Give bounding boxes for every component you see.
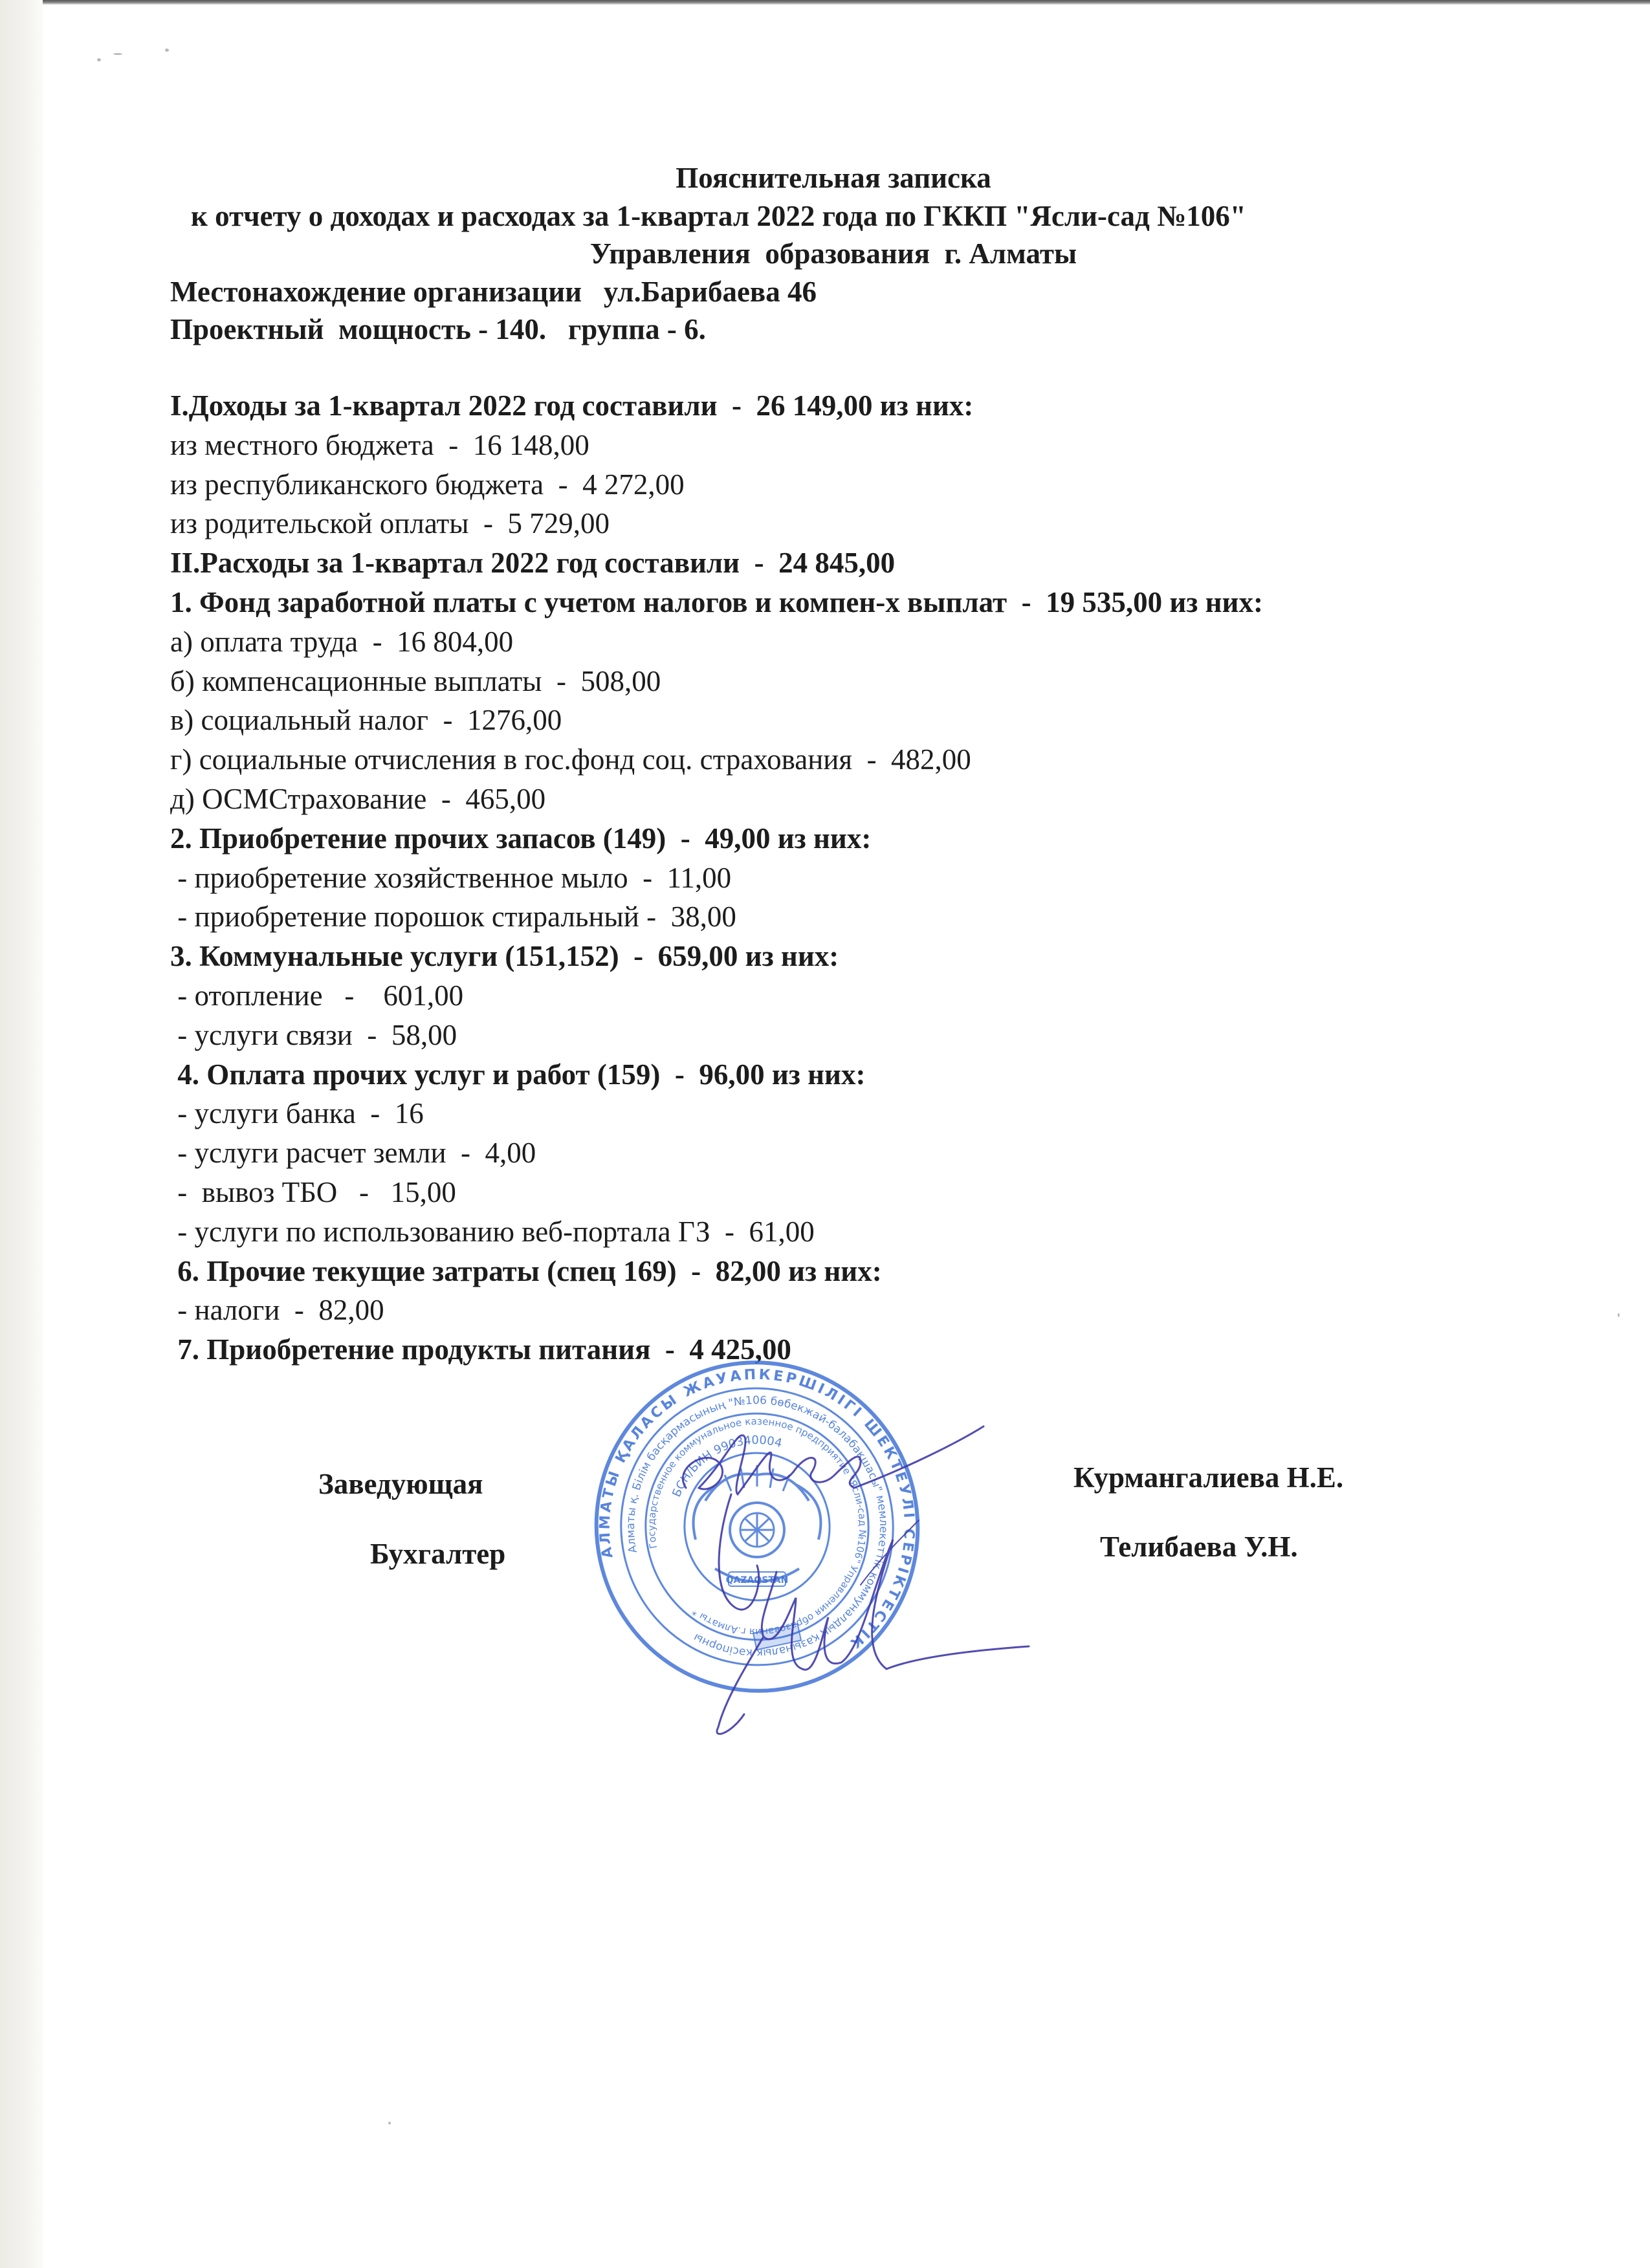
expense-section-title: 7. Приобретение продукты питания - 4 425,00 <box>170 1333 791 1366</box>
scan-speck <box>1618 1313 1620 1317</box>
expense-item: - налоги - 82,00 <box>170 1294 384 1327</box>
scan-speck <box>113 53 122 55</box>
stamp-outer-text: АЛМАТЫ ҚАЛАСЫ ЖАУАПКЕРШІЛІГІ ШЕКТЕУЛІ СЕРІКТЕСТІК <box>597 1366 918 1653</box>
stamp-emblem-text: QAZAQSTAN <box>725 1575 789 1586</box>
scan-speck <box>97 58 101 61</box>
head-role-label: Заведующая <box>318 1468 483 1500</box>
expense-item: д) ОСМСтрахование - 465,00 <box>170 782 546 815</box>
expense-item: в) социальный налог - 1276,00 <box>170 704 562 737</box>
expense-item: - услуги связи - 58,00 <box>170 1018 457 1051</box>
accountant-signature-flourish <box>717 1637 764 1734</box>
scan-speck <box>165 49 169 52</box>
document-title: Пояснительная записка <box>676 162 991 194</box>
expense-item: - услуги расчет земли - 4,00 <box>170 1137 536 1170</box>
handwritten-signatures <box>647 1391 1229 1753</box>
scan-speck <box>388 2122 391 2124</box>
document-department: Управления образования г. Алматы <box>589 237 1077 270</box>
expenses-heading: II.Расходы за 1-квартал 2022 год составили - 24 845,00 <box>170 547 896 580</box>
stamp-bin: БСН/БИН 990340004 <box>670 1433 784 1499</box>
report-body <box>170 386 1529 1369</box>
head-signature-tail <box>719 1494 759 1609</box>
expense-item: - отопление - 601,00 <box>170 979 464 1012</box>
head-name: Курмангалиева Н.Е. <box>1073 1461 1344 1494</box>
expense-item: - услуги по использованию веб-портала ГЗ - 61,00 <box>170 1215 815 1248</box>
stamp-ring-text-ru: Государственное коммунальное казенное предприятие "Ясли-сад №106" Управления образования г.Алматы * <box>645 1415 869 1639</box>
accountant-signature <box>762 1540 1029 1670</box>
expense-item: г) социальные отчисления в гос.фонд соц. страхования - 482,00 <box>170 743 971 776</box>
expense-section-title: 1. Фонд заработной платы с учетом налогов и компен-х выплат - 19 535,00 из них: <box>170 585 1263 618</box>
accountant-role-label: Бухгалтер <box>370 1538 506 1570</box>
expense-item: - услуги банка - 16 <box>170 1097 424 1130</box>
income-heading: I.Доходы за 1-квартал 2022 год составили - 26 149,00 из них: <box>170 389 974 422</box>
expense-section-title: 6. Прочие текущие затраты (спец 169) - 82,00 из них: <box>170 1254 882 1287</box>
document-header <box>0 159 1650 349</box>
expense-item: - приобретение порошок стиральный - 38,00 <box>170 900 736 933</box>
expense-section-title: 3. Коммунальные услуги (151,152) - 659,00 из них: <box>170 940 839 973</box>
expense-item: - вывоз ТБО - 15,00 <box>170 1175 456 1208</box>
income-item: из местного бюджета - 16 148,00 <box>170 428 589 461</box>
expense-item: - приобретение хозяйственное мыло - 11,00 <box>170 861 732 894</box>
organization-capacity: Проектный мощность - 140. группа - 6. <box>170 313 706 345</box>
accountant-name: Телибаева У.Н. <box>1100 1531 1298 1563</box>
expense-item: а) оплата труда - 16 804,00 <box>170 625 514 658</box>
document-subtitle: к отчету о доходах и расходах за 1-квартал 2022 года по ГККП "Ясли-сад №106" <box>191 199 1246 232</box>
expense-section-title: 4. Оплата прочих услуг и работ (159) - 96,00 из них: <box>170 1058 866 1091</box>
stamp-ring-text-kz: Алматы қ. Білім басқармасының "№106 бөбекжай-балабақшасы" мемлекеттік коммуналдық қазыналық кәсіпорны <box>624 1393 890 1660</box>
scan-edge-top <box>43 0 1650 5</box>
income-item: из республиканского бюджета - 4 272,00 <box>170 468 685 501</box>
expense-section-title: 2. Приобретение прочих запасов (149) - 49,00 из них: <box>170 822 872 855</box>
income-item: из родительской оплаты - 5 729,00 <box>170 507 610 540</box>
head-signature <box>683 1426 984 1494</box>
organization-location: Местонахождение организации ул.Барибаева 46 <box>170 275 817 308</box>
expense-item: б) компенсационные выплаты - 508,00 <box>170 664 661 697</box>
